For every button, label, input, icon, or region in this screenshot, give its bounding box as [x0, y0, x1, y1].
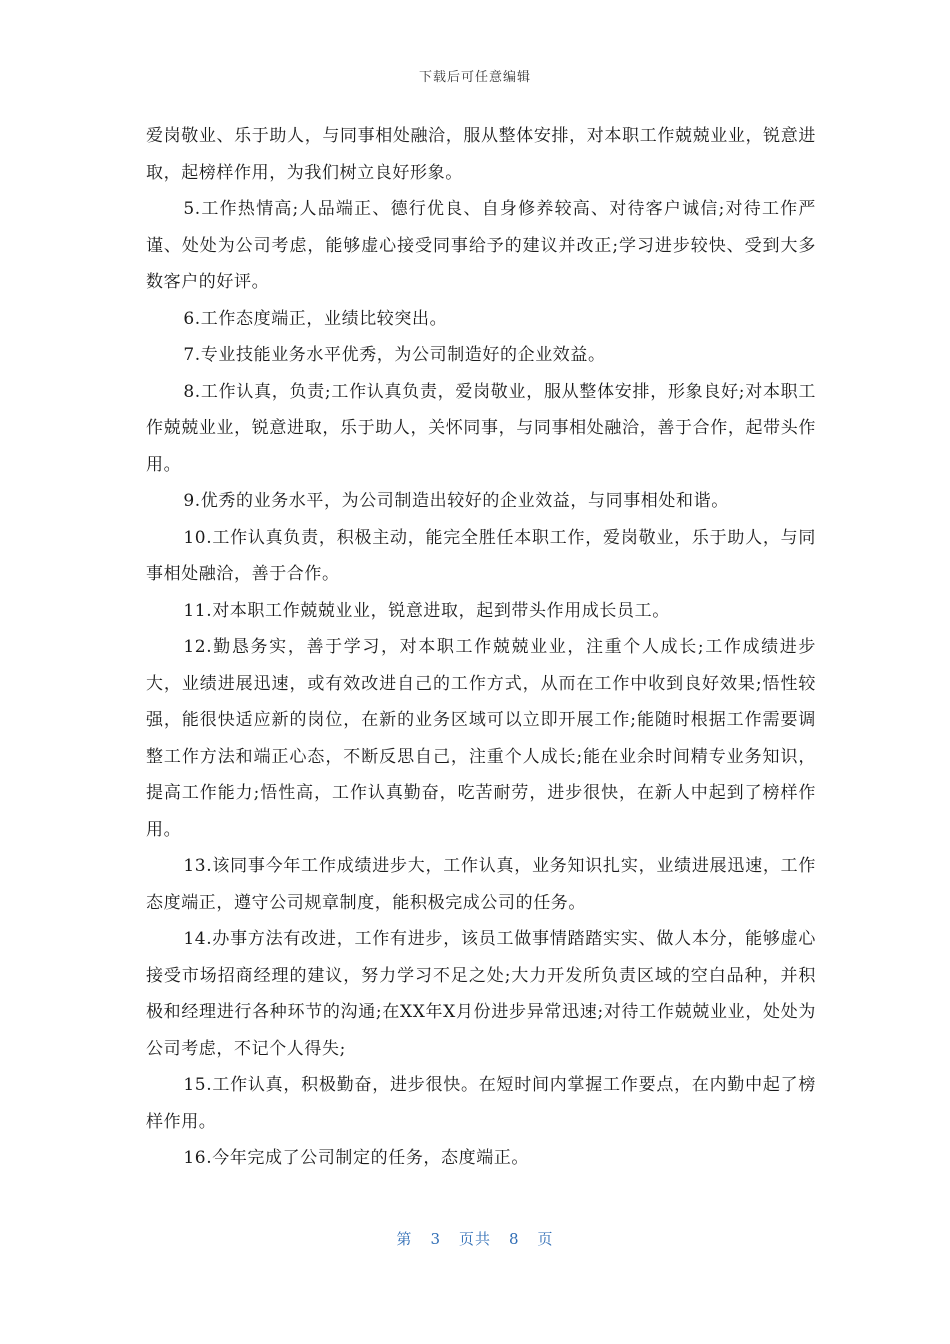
footer-prefix: 第: [396, 1230, 413, 1248]
document-body: [146, 118, 816, 1177]
paragraph: 5.工作热情高;人品端正、德行优良、自身修养较高、对待客户诚信;对待工作严谨、处处为公司考虑，能够虚心接受同事给予的建议并改正;学习进步较快、受到大多数客户的好评。: [146, 199, 816, 292]
paragraph: 9.优秀的业务水平，为公司制造出较好的企业效益，与同事相处和谐。: [183, 491, 729, 511]
paragraph: 7.专业技能业务水平优秀，为公司制造好的企业效益。: [183, 345, 606, 365]
paragraph: 15.工作认真，积极勤奋，进步很快。在短时间内掌握工作要点，在内勤中起了榜样作用。: [146, 1075, 816, 1132]
footer-page-number: 3: [430, 1230, 441, 1248]
paragraph: 6.工作态度端正，业绩比较突出。: [183, 308, 448, 329]
paragraph: 爱岗敬业、乐于助人，与同事相处融洽，服从整体安排，对本职工作兢兢业业，锐意进取，起榜样作用，为我们树立良好形象。: [146, 126, 816, 183]
paragraph: 14.办事方法有改进，工作有进步，该员工做事情踏踏实实、做人本分，能够虚心接受市场招商经理的建议，努力学习不足之处;大力开发所负责区域的空白品种，并积极和经理进行各种环节的沟通;在XX年X月份进步异常迅速;对待工作兢兢业业，处处为公司考虑，不记个人得失;: [146, 929, 816, 1059]
paragraph: 12.勤恳务实，善于学习，对本职工作兢兢业业，注重个人成长;工作成绩进步大，业绩进展迅速，或有效改进自己的工作方式，从而在工作中收到良好效果;悟性较强，能很快适应新的岗位，在新的业务区域可以立即开展工作;能随时根据工作需要调整工作方法和端正心态，不断反思自己，注重个人成长;能在业余时间精专业务知识，提高工作能力;悟性高，工作认真勤奋，吃苦耐劳，进步很快，在新人中起到了榜样作用。: [146, 637, 816, 840]
paragraph: 13.该同事今年工作成绩进步大，工作认真，业务知识扎实，业绩进展迅速，工作态度端正，遵守公司规章制度，能积极完成公司的任务。: [146, 856, 816, 913]
paragraph: 11.对本职工作兢兢业业，锐意进取，起到带头作用成长员工。: [183, 600, 670, 621]
paragraph: 16.今年完成了公司制定的任务，态度端正。: [183, 1148, 530, 1168]
footer-middle: 页共: [458, 1230, 491, 1248]
page-footer: [0, 1228, 950, 1249]
paragraph: 10.工作认真负责，积极主动，能完全胜任本职工作，爱岗敬业，乐于助人，与同事相处融洽，善于合作。: [146, 527, 816, 584]
footer-suffix: 页: [537, 1230, 554, 1248]
paragraph: 8.工作认真，负责;工作认真负责，爱岗敬业，服从整体安排，形象良好;对本职工作兢兢业业，锐意进取，乐于助人，关怀同事，与同事相处融洽，善于合作，起带头作用。: [146, 381, 816, 475]
page-header: 下载后可任意编辑: [418, 70, 531, 85]
footer-total-pages: 8: [509, 1230, 520, 1248]
